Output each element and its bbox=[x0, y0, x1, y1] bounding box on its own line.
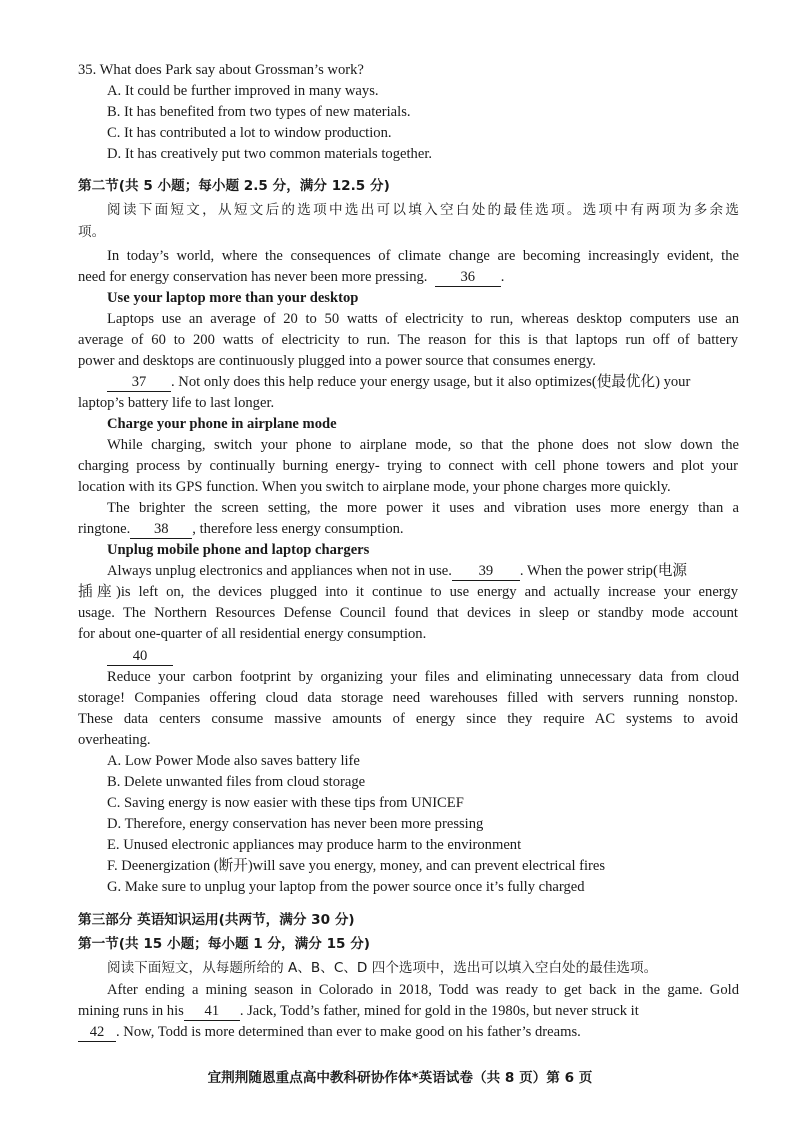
passage-p6-line4: overheating. bbox=[78, 732, 151, 748]
blank-36[interactable]: 36 bbox=[435, 269, 501, 287]
passage-blank-40-line bbox=[107, 646, 173, 666]
choice-e: E. Unused electronic appliances may produce harm to the environment bbox=[107, 837, 522, 853]
choice-a: A. Low Power Mode also saves battery life bbox=[107, 753, 360, 769]
part3-instruction: 阅读下面短文，从每题所给的 A、B、C、D 四个选项中，选出可以填入空白处的最佳选项。 bbox=[107, 960, 658, 976]
part3-passage-text-a: mining runs in his bbox=[78, 1003, 184, 1019]
part3-passage-line2 bbox=[78, 1001, 639, 1021]
blank-38[interactable]: 38 bbox=[130, 521, 192, 539]
passage-intro-text: need for energy conservation has never been more pressing. bbox=[78, 269, 428, 285]
q35-stem: 35. What does Park say about Grossman’s work? bbox=[78, 62, 364, 78]
passage-p1-line3: power and desktops are continuously plugged into a power source that consumes energy. bbox=[78, 353, 596, 369]
passage-p5-line4: for about one-quarter of all residential energy consumption. bbox=[78, 626, 427, 642]
passage-p3-line2: charging process by continually burning energy- trying to connect with cell phone towers and plot your bbox=[78, 458, 738, 474]
passage-p5-text-b: . When the power strip(电源 bbox=[519, 563, 688, 579]
choice-f: F. Deenergization (断开)will save you energy, money, and can prevent electrical fires bbox=[107, 858, 606, 874]
passage-heading-airplane: Charge your phone in airplane mode bbox=[107, 416, 337, 432]
passage-p6-line2: storage! Companies offering cloud data storage need warehouses filled with servers running nonstop. bbox=[78, 690, 738, 706]
blank-39[interactable]: 39 bbox=[452, 563, 520, 581]
passage-heading-laptop: Use your laptop more than your desktop bbox=[107, 290, 359, 306]
blank-40[interactable]: 40 bbox=[107, 648, 173, 666]
passage-p4-text-b: , therefore less energy consumption. bbox=[192, 521, 404, 537]
passage-p6-line3: These data centers consume massive amounts of energy since they require AC systems to avoid bbox=[78, 711, 738, 727]
passage-p1-line1: Laptops use an average of 20 to 50 watts of electricity to run, whereas desktop computers use an bbox=[107, 311, 739, 327]
passage-p2-line2: laptop’s battery life to last longer. bbox=[78, 395, 275, 411]
blank-42[interactable]: 42 bbox=[78, 1024, 116, 1042]
passage-intro-line1: In today’s world, where the consequences of climate change are becoming increasingly evident, the bbox=[107, 248, 739, 264]
passage-p1-line2: average of 60 to 200 watts of electricity to run. The reason for this is that laptops run off of battery bbox=[78, 332, 738, 348]
part3-passage-text-c: . Now, Todd is more determined than ever to make good on his father’s dreams. bbox=[116, 1024, 581, 1040]
passage-p5-line2: 插座)is left on, the devices plugged into it continue to use energy and actually increase your energy bbox=[78, 584, 738, 600]
section2-header: 第二节(共 5 小题；每小题 2.5 分，满分 12.5 分) bbox=[78, 178, 390, 194]
part3-passage-line1: After ending a mining season in Colorado in 2018, Todd was ready to get back in the game. Gold bbox=[107, 982, 739, 998]
passage-p4-line2 bbox=[78, 519, 404, 539]
passage-p2-line1 bbox=[107, 372, 690, 392]
passage-heading-unplug: Unplug mobile phone and laptop chargers bbox=[107, 542, 370, 558]
q35-option-d: D. It has creatively put two common materials together. bbox=[107, 146, 433, 162]
blank-41[interactable]: 41 bbox=[184, 1003, 240, 1021]
part3-section1-header: 第一节(共 15 小题；每小题 1 分，满分 15 分) bbox=[78, 936, 371, 952]
passage-p5-line1 bbox=[107, 561, 687, 581]
blank-37[interactable]: 37 bbox=[107, 374, 171, 392]
choice-c: C. Saving energy is now easier with these tips from UNICEF bbox=[107, 795, 464, 811]
part3-passage-line3 bbox=[78, 1022, 581, 1042]
part3-passage-text-b: . Jack, Todd’s father, mined for gold in the 1980s, but never struck it bbox=[239, 1003, 639, 1019]
passage-p2-text: . Not only does this help reduce your energy usage, but it also optimizes(使最优化) your bbox=[171, 374, 691, 390]
passage-p5-line3: usage. The Northern Resources Defense Council found that devices in sleep or standby mode account bbox=[78, 605, 738, 621]
section2-instruction-line1: 阅读下面短文，从短文后的选项中选出可以填入空白处的最佳选项。选项中有两项为多余选 bbox=[107, 202, 739, 218]
passage-p3-line1: While charging, switch your phone to airplane mode, so that the phone does not slow down the bbox=[107, 437, 739, 453]
page-footer: 宜荆荆随恩重点高中教科研协作体*英语试卷（共 8 页）第 6 页 bbox=[207, 1070, 593, 1086]
passage-p4-line1: The brighter the screen setting, the more power it uses and vibration uses more energy than a bbox=[107, 500, 739, 516]
choice-g: G. Make sure to unplug your laptop from the power source once it’s fully charged bbox=[107, 879, 585, 895]
choice-b: B. Delete unwanted files from cloud storage bbox=[107, 774, 366, 790]
passage-p6-line1: Reduce your carbon footprint by organizing your files and eliminating unnecessary data from cloud bbox=[107, 669, 739, 685]
choice-d: D. Therefore, energy conservation has never been more pressing bbox=[107, 816, 484, 832]
section2-instruction-line2: 项。 bbox=[78, 224, 106, 240]
q35-option-a: A. It could be further improved in many ways. bbox=[107, 83, 379, 99]
q35-option-c: C. It has contributed a lot to window production. bbox=[107, 125, 392, 141]
q35-option-b: B. It has benefited from two types of new materials. bbox=[107, 104, 411, 120]
part3-header: 第三部分 英语知识运用(共两节，满分 30 分) bbox=[78, 912, 355, 928]
passage-intro-line2: need for energy conservation has never been more pressing. 36 . bbox=[78, 269, 505, 285]
passage-p4-text-a: ringtone. bbox=[78, 521, 131, 537]
passage-p3-line3: location with its GPS function. When you switch to airplane mode, your phone charges more quickly. bbox=[78, 479, 671, 495]
passage-p5-text-a: Always unplug electronics and appliances when not in use. bbox=[107, 563, 452, 579]
